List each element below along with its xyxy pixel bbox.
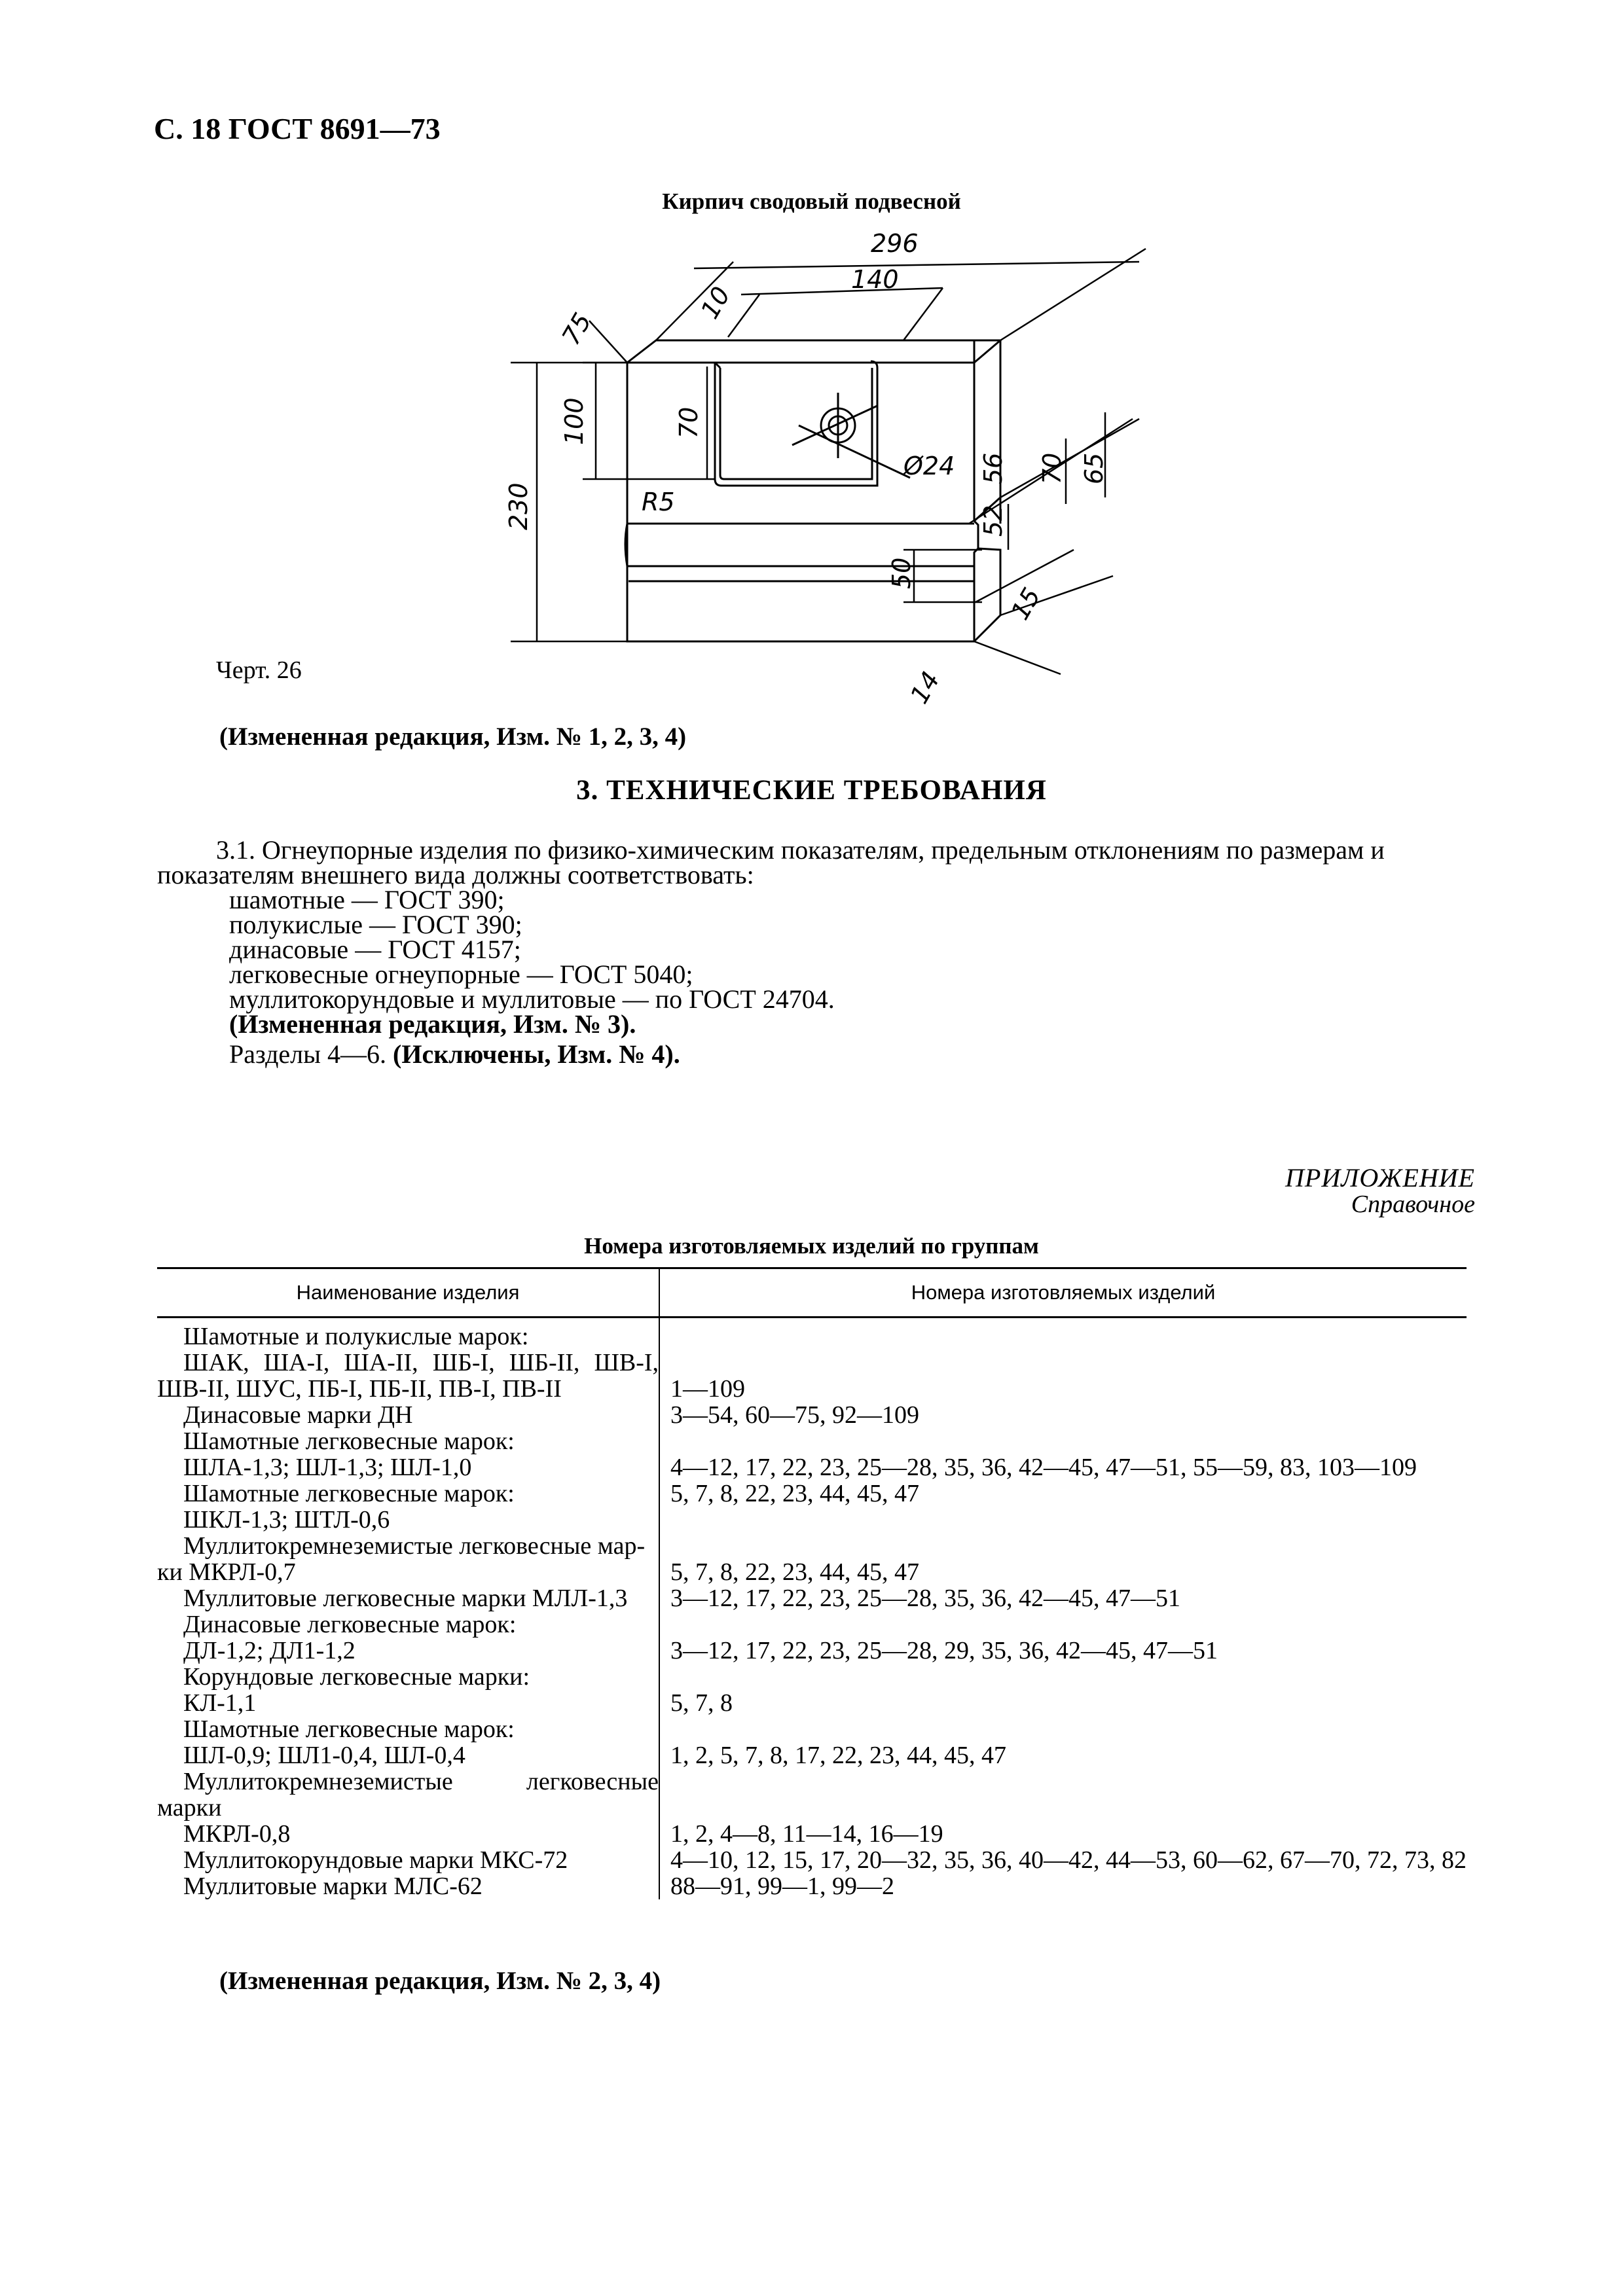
name-line: Шамотные легковесные марок: xyxy=(183,1427,515,1455)
dim-14: 14 xyxy=(904,666,945,709)
value-line: 88—91, 99—1, 99—2 xyxy=(670,1873,894,1900)
name-line: Корундовые легковесные марки: xyxy=(183,1663,530,1691)
value-line xyxy=(670,1768,1467,1795)
value-line xyxy=(670,1350,1467,1376)
recess-outline xyxy=(715,361,877,486)
dim-230: 230 xyxy=(504,482,533,530)
change-note-3: (Измененная редакция, Изм. № 3). xyxy=(229,1009,636,1039)
value-line xyxy=(670,1507,1467,1533)
brick-top-face xyxy=(627,340,1000,363)
name-line: Динасовые легковесные марок: xyxy=(183,1611,517,1638)
figure-title: Кирпич сводовый подвесной xyxy=(662,188,961,214)
dim-296: 296 xyxy=(871,229,919,258)
dim-15: 15 xyxy=(1005,583,1046,625)
dim-52: 52 xyxy=(979,505,1008,537)
name-line: МКРЛ-0,8 xyxy=(183,1820,291,1848)
name-line: Муллитокорундовые марки МКС-72 xyxy=(183,1846,568,1874)
dim-10: 10 xyxy=(695,281,736,324)
value-line xyxy=(670,1323,1467,1350)
value-line: 5, 7, 8, 22, 23, 44, 45, 47 xyxy=(670,1480,919,1507)
name-line: ДЛ-1,2; ДЛ1-1,2 xyxy=(183,1637,356,1664)
name-line: КЛ-1,1 xyxy=(183,1689,257,1717)
dim-dia: Ø24 xyxy=(903,452,955,480)
value-line: 1—109 xyxy=(670,1375,745,1403)
name-line: Муллитовые легковесные марки МЛЛ-1,3 xyxy=(183,1585,628,1612)
name-line: Муллитокремнеземистые легковесные мар- xyxy=(183,1532,646,1560)
dim-65: 65 xyxy=(1080,452,1108,484)
req-item: полукислые — ГОСТ 390; xyxy=(229,910,522,939)
name-line: ШКЛ-1,3; ШТЛ-0,6 xyxy=(183,1506,390,1534)
figure-label: Черт. 26 xyxy=(216,656,302,684)
value-line: 1, 2, 4—8, 11—14, 16—19 xyxy=(670,1820,943,1848)
name-line: Шамотные и полукислые марок: xyxy=(183,1323,529,1350)
dim-100: 100 xyxy=(560,397,589,445)
dim-r5: R5 xyxy=(642,488,675,516)
col-header-name: Наименование изделия xyxy=(157,1268,659,1318)
section-body xyxy=(157,835,1467,1069)
name-line: ки МКРЛ-0,7 xyxy=(157,1558,296,1586)
appendix-label: ПРИЛОЖЕНИЕ xyxy=(1285,1163,1475,1193)
col-header-numbers: Номера изготовляемых изделий xyxy=(659,1268,1467,1318)
req-item: легковесные огнеупорные — ГОСТ 5040; xyxy=(229,960,693,989)
value-line: 1, 2, 5, 7, 8, 17, 22, 23, 44, 45, 47 xyxy=(670,1742,1006,1769)
dim-140: 140 xyxy=(851,265,899,294)
name-line: марки xyxy=(157,1794,222,1821)
value-line xyxy=(670,1716,1467,1742)
change-note-footer: (Измененная редакция, Изм. № 2, 3, 4) xyxy=(219,1967,661,1995)
name-line: ШЛА-1,3; ШЛ-1,3; ШЛ-1,0 xyxy=(183,1454,472,1481)
req-item: муллитокорундовые и муллитовые — по ГОСТ 24704. xyxy=(229,984,835,1014)
name-line: ШЛ-0,9; ШЛ1-0,4, ШЛ-0,4 xyxy=(183,1742,465,1769)
name-line: ШВ-II, ШУС, ПБ-I, ПБ-II, ПВ-I, ПВ-II xyxy=(157,1375,562,1403)
values-cell xyxy=(659,1318,1467,1900)
dim-70b: 70 xyxy=(1038,452,1067,484)
name-line: Динасовые марки ДН xyxy=(183,1401,413,1429)
name-line: Шамотные легковесные марок: xyxy=(183,1480,515,1507)
req-item: шамотные — ГОСТ 390; xyxy=(229,885,505,914)
value-line: 5, 7, 8 xyxy=(670,1689,733,1717)
name-line: ШАК, ША-I, ША-II, ШБ-I, ШБ-II, ШВ-I, xyxy=(183,1349,659,1376)
section-title: 3. ТЕХНИЧЕСКИЕ ТРЕБОВАНИЯ xyxy=(576,775,1047,806)
appendix-sublabel: Справочное xyxy=(1351,1191,1475,1218)
value-line: 3—12, 17, 22, 23, 25—28, 29, 35, 36, 42—45, 47—51 xyxy=(670,1637,1218,1664)
req-item: динасовые — ГОСТ 4157; xyxy=(229,935,521,964)
value-line xyxy=(670,1664,1467,1690)
name-line: Шамотные легковесные марок: xyxy=(183,1715,515,1743)
table-title: Номера изготовляемых изделий по группам xyxy=(584,1233,1039,1259)
value-line xyxy=(670,1533,1467,1559)
value-line: 4—10, 12, 15, 17, 20—32, 35, 36, 40—42, 44—53, 60—62, 67—70, 72, 73, 82 xyxy=(670,1846,1467,1874)
value-line: 4—12, 17, 22, 23, 25—28, 35, 36, 42—45, 47—51, 55—59, 83, 103—109 xyxy=(670,1454,1417,1481)
value-line xyxy=(670,1611,1467,1638)
page-header: С. 18 ГОСТ 8691—73 xyxy=(154,112,441,145)
value-line: 3—12, 17, 22, 23, 25—28, 35, 36, 42—45, 47—51 xyxy=(670,1585,1180,1612)
dim-56: 56 xyxy=(979,452,1008,484)
dim-70: 70 xyxy=(674,406,703,439)
value-line xyxy=(670,1795,1467,1821)
para-intro: 3.1. Огнеупорные изделия по физико-химическим показателям, предельным отклонениям по размерам и показателям внешнего вида должны соответствовать: xyxy=(157,835,1385,889)
value-line: 5, 7, 8, 22, 23, 44, 45, 47 xyxy=(670,1558,919,1586)
dim-75: 75 xyxy=(556,308,597,350)
name-line: Муллитовые марки МЛС-62 xyxy=(183,1873,483,1900)
value-line: 3—54, 60—75, 92—109 xyxy=(670,1401,919,1429)
dim-50: 50 xyxy=(887,557,916,589)
excluded-prefix: Разделы 4—6. xyxy=(229,1039,387,1069)
name-line: Муллитокремнеземистые легковесные xyxy=(183,1768,659,1795)
value-line xyxy=(670,1428,1467,1454)
change-note-1: (Измененная редакция, Изм. № 1, 2, 3, 4) xyxy=(219,723,687,751)
excluded-note: (Исключены, Изм. № 4). xyxy=(393,1039,680,1069)
name-cell xyxy=(157,1318,659,1900)
excluded-sections xyxy=(157,1039,1467,1069)
brick-drawing xyxy=(484,223,1152,733)
products-table xyxy=(157,1267,1467,1899)
brick-front-outline xyxy=(627,340,978,641)
appendix-label-block xyxy=(1285,1165,1475,1217)
